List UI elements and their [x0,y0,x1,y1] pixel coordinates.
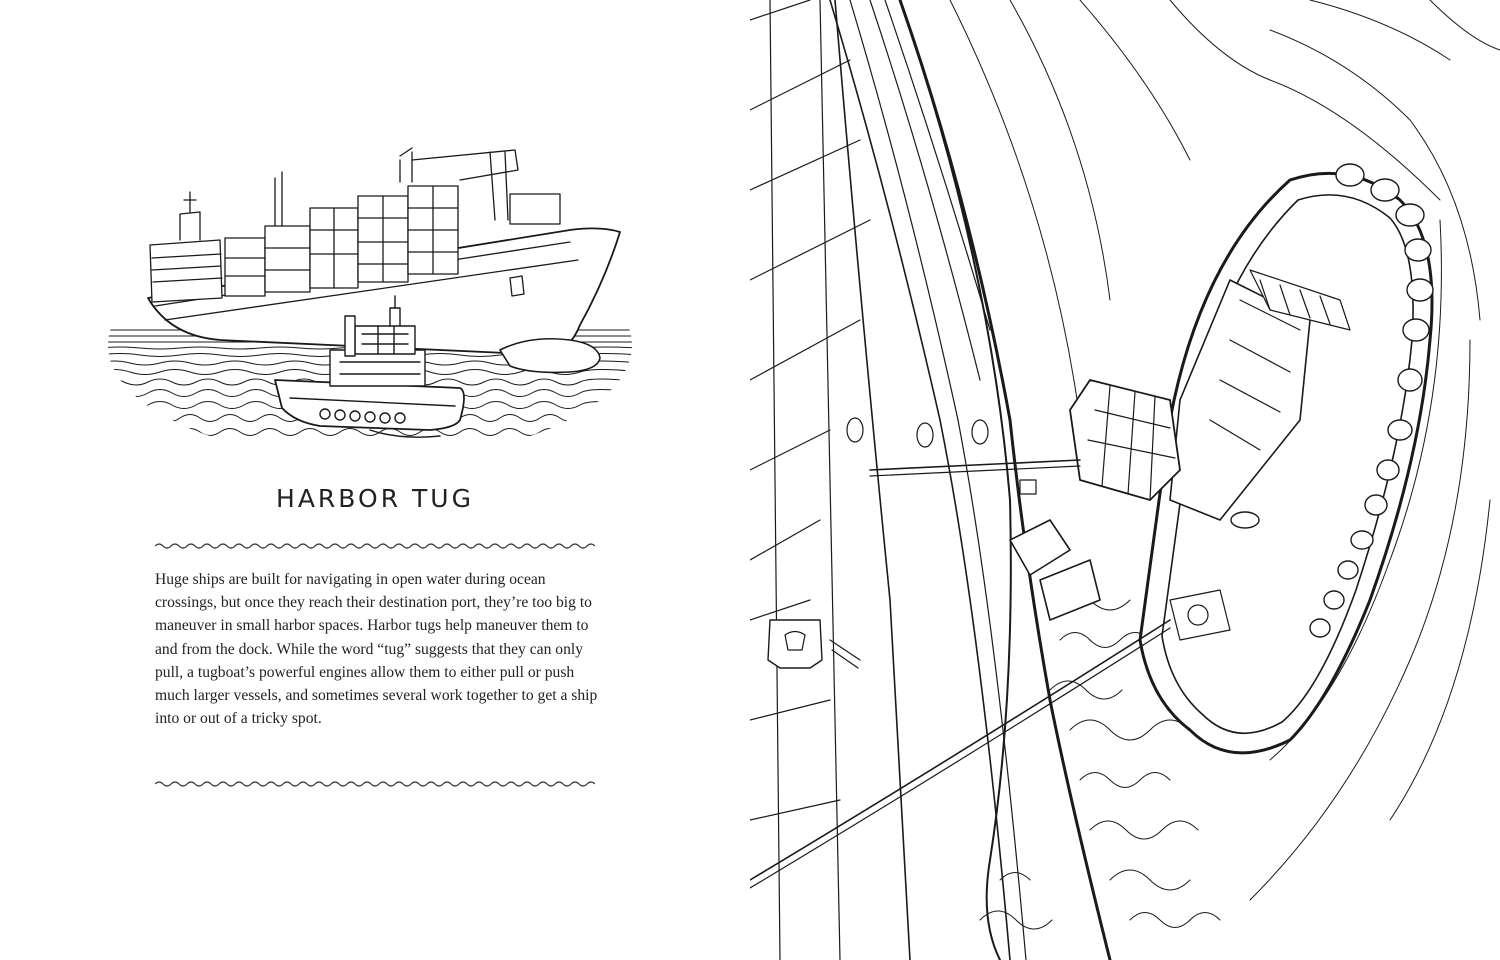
container-ship-vignette-illustration [100,130,640,450]
page-title: HARBOR TUG [276,484,474,513]
tugboat-coloring-illustration [750,0,1500,960]
wavy-divider-top [155,541,595,551]
right-page [750,0,1500,960]
wavy-divider-bottom [155,779,595,789]
body-paragraph: Huge ships are built for navigating in open water during ocean crossings, but once they reach their destination port, they’re too big to maneuver in small harbor spaces. Harbor tugs help maneuver them to and from the dock. While the word “tug” suggests that they can only pull, a tugboat’s powerful engines allow them to either pull or push much larger vessels, and sometimes several work together to get a ship into or out of a tricky spot. [155,571,598,728]
